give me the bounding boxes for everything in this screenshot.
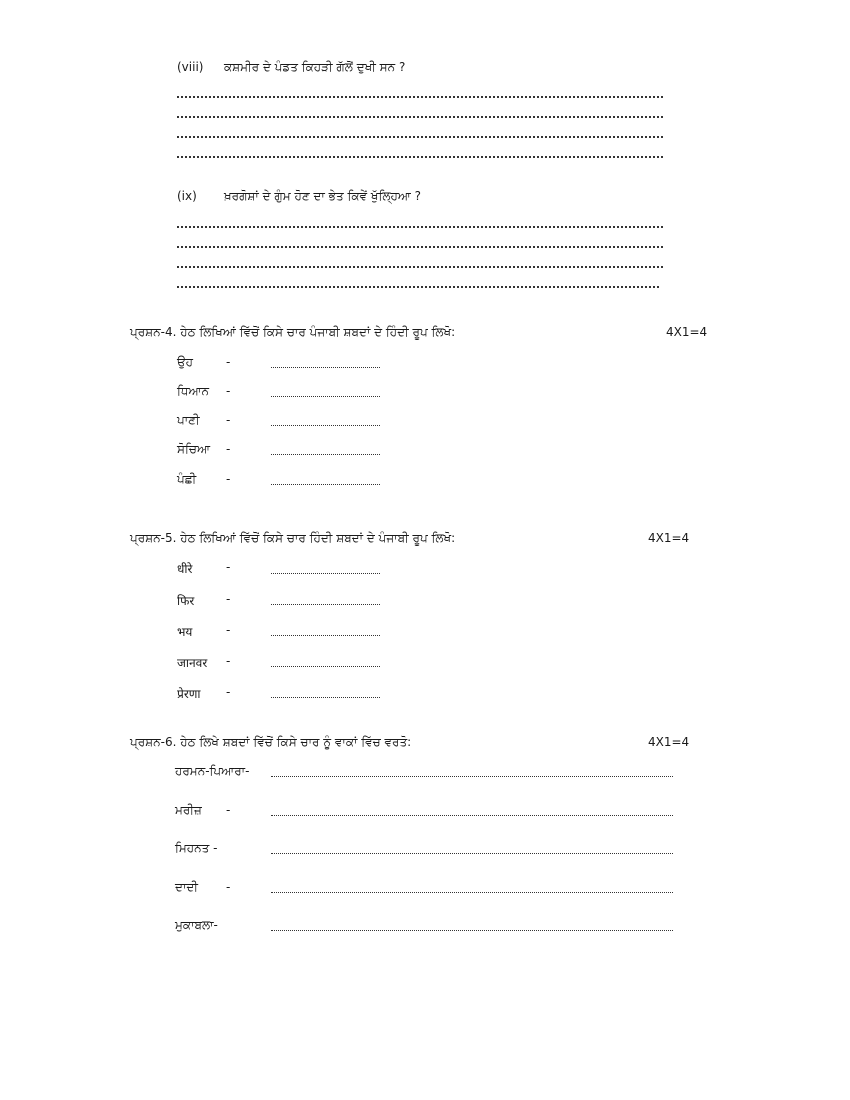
subquestion-text: ਕਸ਼ਮੀਰ ਦੇ ਪੰਡਤ ਕਿਹੜੀ ਗੱਲੋਂ ਦੁਖੀ ਸਨ ? bbox=[224, 60, 406, 74]
word-dash: - bbox=[226, 623, 231, 637]
question-marks: 4X1=4 bbox=[648, 735, 690, 749]
sentence-line[interactable] bbox=[271, 776, 673, 777]
answer-blank[interactable] bbox=[271, 573, 380, 574]
word-dash: - bbox=[226, 560, 231, 574]
word-dash: - bbox=[226, 880, 231, 894]
answer-line[interactable] bbox=[177, 116, 663, 118]
sentence-line[interactable] bbox=[271, 930, 673, 931]
answer-line[interactable] bbox=[177, 286, 659, 288]
answer-blank[interactable] bbox=[271, 454, 380, 455]
word-dash: - bbox=[226, 442, 231, 456]
word-item: ਮਰੀਜ਼ bbox=[175, 803, 202, 817]
answer-line[interactable] bbox=[177, 226, 663, 228]
word-item: ਹਰਮਨ-ਪਿਆਰਾ- bbox=[175, 764, 250, 778]
word-dash: - bbox=[226, 654, 231, 668]
sentence-line[interactable] bbox=[271, 892, 673, 893]
word-item: ਦਾਦੀ bbox=[175, 880, 198, 894]
answer-blank[interactable] bbox=[271, 635, 380, 636]
word-item: ਪਾਣੀ bbox=[177, 413, 200, 427]
subquestion-number: (ix) bbox=[177, 189, 197, 203]
subquestion-number: (viii) bbox=[177, 60, 204, 74]
answer-blank[interactable] bbox=[271, 396, 380, 397]
word-item: भय bbox=[177, 625, 193, 639]
answer-blank[interactable] bbox=[271, 484, 380, 485]
answer-line[interactable] bbox=[177, 246, 663, 248]
word-item: ਮੁਕਾਬਲਾ- bbox=[175, 918, 218, 932]
answer-blank[interactable] bbox=[271, 697, 380, 698]
word-item: प्रेरणा bbox=[177, 687, 201, 701]
sentence-line[interactable] bbox=[271, 853, 673, 854]
subquestion-text: ਖ਼ਰਗੋਸ਼ਾਂ ਦੇ ਗੁੰਮ ਹੋਣ ਦਾ ਭੇਤ ਕਿਵੇਂ ਖੁੱਲ੍ਹਿਆ ? bbox=[224, 189, 422, 203]
word-dash: - bbox=[226, 685, 231, 699]
question-title: ਪ੍ਰਸ਼ਨ-6. ਹੇਠ ਲਿਖੇ ਸ਼ਬਦਾਂ ਵਿੱਚੋਂ ਕਿਸੇ ਚਾਰ ਨੂੰ ਵਾਕਾਂ ਵਿੱਚ ਵਰਤੋ: bbox=[130, 735, 412, 749]
question-marks: 4X1=4 bbox=[648, 531, 690, 545]
answer-line[interactable] bbox=[177, 136, 663, 138]
word-dash: - bbox=[226, 355, 231, 369]
answer-blank[interactable] bbox=[271, 425, 380, 426]
word-item: फिर bbox=[177, 594, 195, 608]
word-item: ਸੋਚਿਆ bbox=[177, 442, 211, 456]
word-item: ਪੰਛੀ bbox=[177, 472, 197, 486]
question-title: ਪ੍ਰਸ਼ਨ-5. ਹੇਠ ਲਿਖਿਆਂ ਵਿੱਚੋਂ ਕਿਸੇ ਚਾਰ ਹਿੰਦੀ ਸ਼ਬਦਾਂ ਦੇ ਪੰਜਾਬੀ ਰੂਪ ਲਿਖੋ: bbox=[130, 531, 456, 545]
word-item: ਮਿਹਨਤ - bbox=[175, 841, 218, 855]
answer-blank[interactable] bbox=[271, 604, 380, 605]
word-dash: - bbox=[226, 803, 231, 817]
answer-line[interactable] bbox=[177, 96, 663, 98]
word-dash: - bbox=[226, 413, 231, 427]
word-dash: - bbox=[226, 472, 231, 486]
answer-line[interactable] bbox=[177, 156, 663, 158]
word-item: ਉਹ bbox=[177, 355, 194, 369]
word-dash: - bbox=[226, 384, 231, 398]
answer-line[interactable] bbox=[177, 266, 663, 268]
question-marks: 4X1=4 bbox=[666, 325, 708, 339]
question-title: ਪ੍ਰਸ਼ਨ-4. ਹੇਠ ਲਿਖਿਆਂ ਵਿੱਚੋਂ ਕਿਸੇ ਚਾਰ ਪੰਜਾਬੀ ਸ਼ਬਦਾਂ ਦੇ ਹਿੰਦੀ ਰੂਪ ਲਿਖੋ: bbox=[130, 325, 456, 339]
answer-blank[interactable] bbox=[271, 367, 380, 368]
word-item: ਧਿਆਨ bbox=[177, 384, 209, 398]
word-dash: - bbox=[226, 592, 231, 606]
word-item: धीरे bbox=[177, 562, 193, 576]
sentence-line[interactable] bbox=[271, 815, 673, 816]
answer-blank[interactable] bbox=[271, 666, 380, 667]
word-item: जानवर bbox=[177, 656, 208, 670]
